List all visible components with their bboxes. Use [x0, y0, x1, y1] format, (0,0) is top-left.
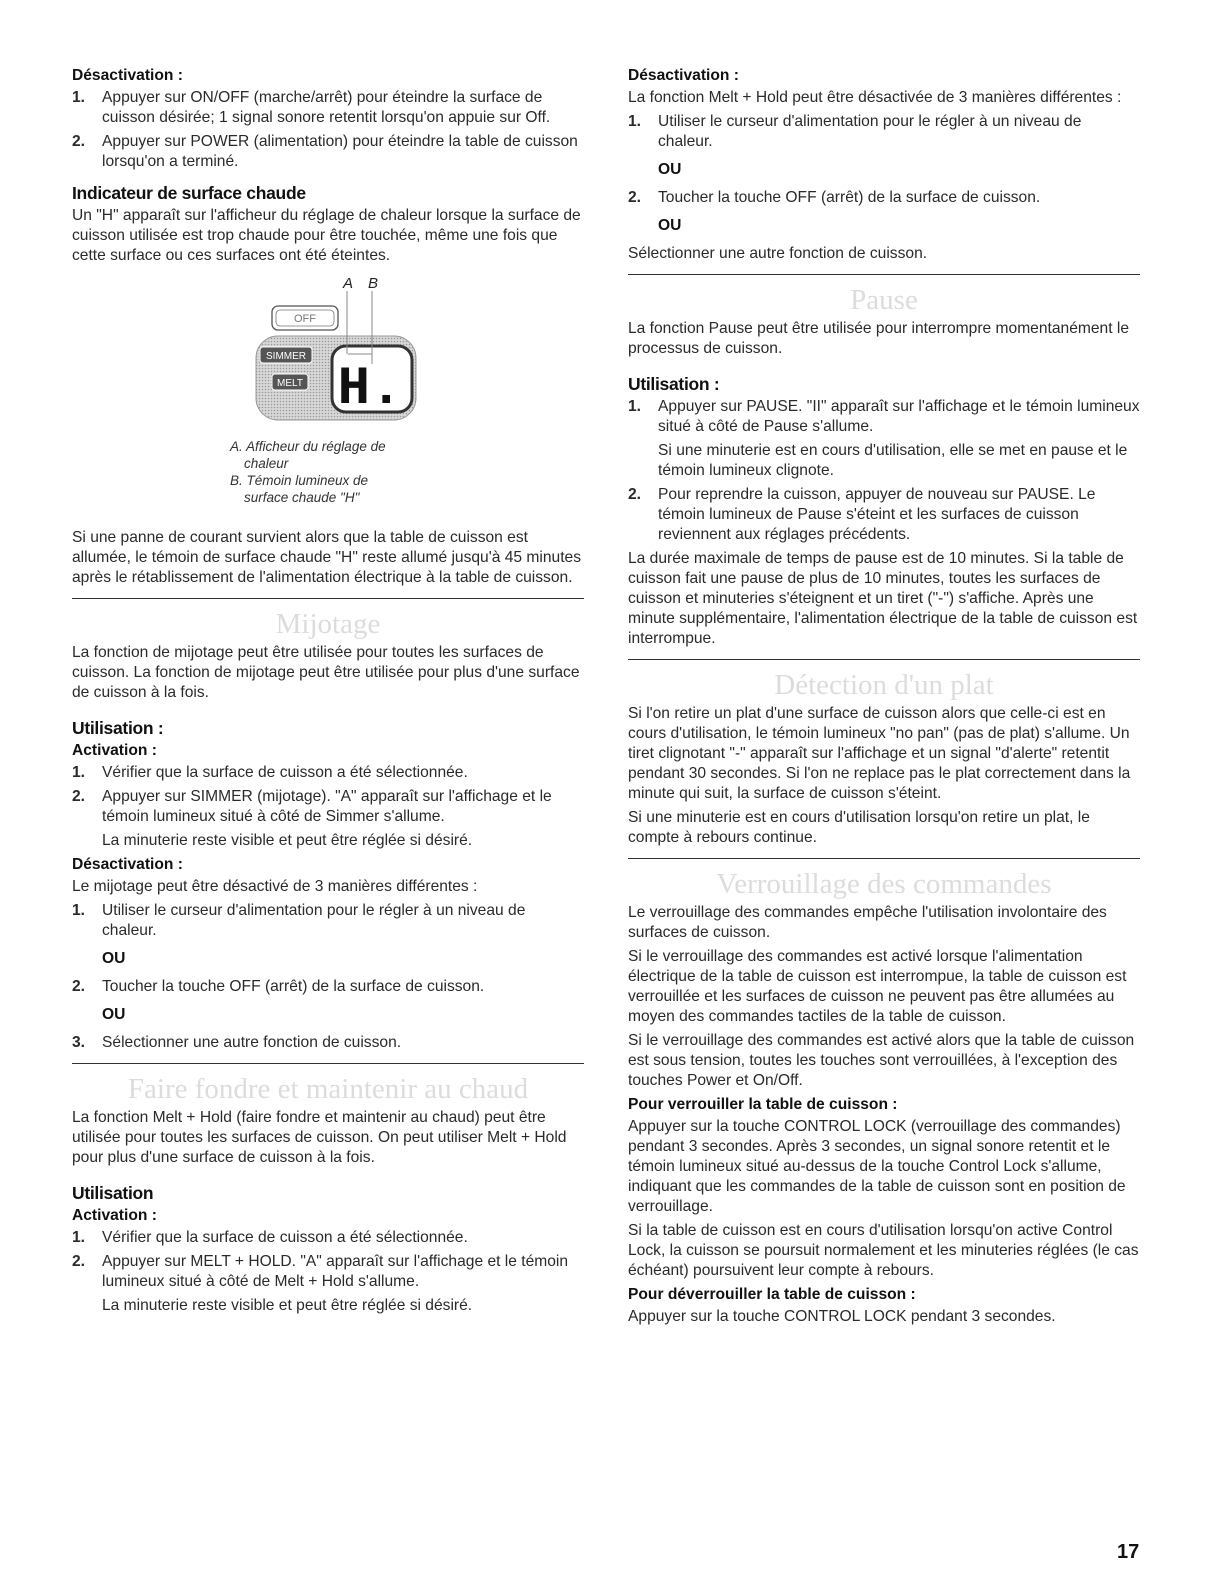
right-column	[628, 64, 1140, 1331]
detect-p2: Si une minuterie est en cours d'utilisation lorsqu'on retire un plat, le compte à rebours continue.	[628, 809, 1090, 846]
simmer-key-label: SIMMER	[266, 351, 306, 362]
section-title-mijotage: Mijotage	[275, 608, 381, 640]
deactivation-intro: Le mijotage peut être désactivé de 3 manières différentes :	[72, 878, 478, 895]
section-divider	[628, 659, 1140, 660]
utilisation-heading: Utilisation :	[72, 718, 164, 738]
list-item: 2. Toucher la touche OFF (arrêt) de la surface de cuisson.	[628, 189, 1041, 206]
list-item: 1. Vérifier que la surface de cuisson a été sélectionnée.	[72, 764, 468, 781]
mijotage-intro: La fonction de mijotage peut être utilisée pour toutes les surfaces de cuisson. La fonction de mijotage peut être utilisée pour plus d'une surface de cuisson à la fois.	[72, 644, 580, 701]
list-item: 2. Appuyer sur POWER (alimentation) pour éteindre la table de cuisson lorsqu'on a terminé.	[72, 133, 578, 170]
pause-note: Si une minuterie est en cours d'utilisation, elle se met en pause et le témoin lumineux clignote.	[658, 442, 1128, 479]
page-number: 17	[1117, 1541, 1140, 1563]
detect-p1: Si l'on retire un plat d'une surface de cuisson alors que celle-ci est en cours d'utilisation, le témoin lumineux "no pan" (pas de plat) s'allume. Un tiret clignotant "-" apparaît sur l'affichage et un signal "d'alerte" retentit pendant 30 secondes. Si l'on ne replace pas le plat correctement dans la minute qui suit, la surface de cuisson s'éteint.	[628, 705, 1131, 802]
list-item: 1. Utiliser le curseur d'alimentation pour le régler à un niveau de chaleur.	[628, 113, 1082, 150]
list-item: 2. Toucher la touche OFF (arrêt) de la surface de cuisson.	[72, 978, 485, 995]
activation-heading: Activation :	[72, 742, 157, 759]
hot-surface-heading: Indicateur de surface chaude	[72, 183, 306, 203]
lock-p1: Le verrouillage des commandes empêche l'utilisation involontaire des surfaces de cuisson.	[628, 904, 1107, 941]
list-item: 1. Vérifier que la surface de cuisson a été sélectionnée.	[72, 1229, 468, 1246]
off-key-label: OFF	[294, 313, 316, 325]
or-label: OU	[102, 1006, 126, 1023]
section-divider	[72, 1063, 584, 1064]
section-title-control-lock: Verrouillage des commandes	[716, 868, 1052, 900]
deactivation-intro: La fonction Melt + Hold peut être désactivée de 3 manières différentes :	[628, 89, 1122, 106]
list-item: 1. Appuyer sur ON/OFF (marche/arrêt) pour éteindre la surface de cuisson désirée; 1 signal sonore retentit lorsqu'on appuie sur Off.	[72, 89, 551, 126]
label-b: B	[368, 275, 379, 292]
pause-outro: La durée maximale de temps de pause est de 10 minutes. Si la table de cuisson fait une pause de plus de 10 minutes, toutes les surfaces de cuisson et minuteries s'éteignent et un tiret ("-") s'affiche. Après une minute supplémentaire, l'alimentation électrique de la table de cuisson est interrompue.	[628, 550, 1138, 647]
lock-p2: Si le verrouillage des commandes est activé lorsque l'alimentation électrique de la table de cuisson est interrompue, la table de cuisson est verrouillée et les surfaces de cuisson ne peuvent pas être allumées au moyen des commandes tactiles de la table de cuisson.	[628, 948, 1127, 1025]
list-item: 3. Sélectionner une autre fonction de cuisson.	[72, 1034, 402, 1051]
section-divider	[628, 858, 1140, 859]
timer-note: La minuterie reste visible et peut être réglée si désiré.	[102, 832, 473, 849]
deactivation-heading: Désactivation :	[72, 856, 183, 873]
or-label: OU	[658, 217, 682, 234]
unlock-instructions: Appuyer sur la touche CONTROL LOCK pendant 3 secondes.	[628, 1308, 1056, 1325]
cooktop-control-illustration	[252, 274, 442, 424]
melt-key-label: MELT	[277, 378, 303, 389]
melt-intro: La fonction Melt + Hold (faire fondre et maintenir au chaud) peut être utilisée pour toutes les surfaces de cuisson. On peut utiliser Melt + Hold pour plus d'une surface de cuisson à la fois.	[72, 1109, 567, 1166]
figure-caption: A. Afficheur du réglage de chaleur B. Témoin lumineux de surface chaude "H"	[230, 439, 386, 505]
activation-heading: Activation :	[72, 1207, 157, 1224]
lock-p3: Si le verrouillage des commandes est activé alors que la table de cuisson est sous tension, toutes les touches sont verrouillées, à l'exception des touches Power et On/Off.	[628, 1032, 1135, 1089]
control-panel-figure	[72, 270, 584, 528]
left-column	[72, 64, 584, 1320]
deactivation-heading: Désactivation :	[628, 67, 739, 84]
list-item: 2. Appuyer sur SIMMER (mijotage). "A" apparaît sur l'affichage et le témoin lumineux situé à côté de Simmer s'allume.	[72, 788, 552, 825]
list-item: 1. Appuyer sur PAUSE. "II" apparaît sur l'affichage et le témoin lumineux situé à côté de Pause s'allume.	[628, 398, 1140, 435]
section-title-pan-detection: Détection d'un plat	[774, 669, 994, 701]
utilisation-heading: Utilisation :	[628, 374, 720, 394]
display-digit: H.	[337, 359, 403, 420]
lock-instructions: Appuyer sur la touche CONTROL LOCK (verrouillage des commandes) pendant 3 secondes. Après 3 secondes, un signal sonore retentit et le témoin lumineux situé au-dessus de la touche Control Lock s'allume, indiquant que les commandes de la table de cuisson sont en position de verrouillage.	[628, 1118, 1126, 1215]
section-divider	[72, 598, 584, 599]
power-failure-text: Si une panne de courant survient alors que la table de cuisson est allumée, le témoin de surface chaude "H" reste allumé jusqu'à 45 minutes après le rétablissement de l'alimentation électrique à la table de cuisson.	[72, 529, 581, 586]
lock-heading: Pour verrouiller la table de cuisson :	[628, 1096, 898, 1113]
or-label: OU	[658, 161, 682, 178]
section-title-pause: Pause	[850, 284, 918, 316]
hot-surface-text: Un "H" apparaît sur l'afficheur du réglage de chaleur lorsque la surface de cuisson utilisée est trop chaude pour être touchée, même une fois que cette surface ou ces surfaces ont été éteintes.	[72, 207, 581, 264]
deactivation-heading: Désactivation :	[72, 67, 183, 84]
section-divider	[628, 274, 1140, 275]
or-label: OU	[102, 950, 126, 967]
deactivation-last: Sélectionner une autre fonction de cuisson.	[628, 245, 928, 262]
utilisation-heading: Utilisation	[72, 1183, 154, 1203]
label-a: A	[343, 275, 354, 292]
list-item: 1. Utiliser le curseur d'alimentation pour le régler à un niveau de chaleur.	[72, 902, 526, 939]
list-item: 2. Pour reprendre la cuisson, appuyer de nouveau sur PAUSE. Le témoin lumineux de Pause s'éteint et les surfaces de cuisson reviennent aux réglages précédents.	[628, 486, 1096, 543]
section-title-melt-hold: Faire fondre et maintenir au chaud	[127, 1073, 529, 1105]
unlock-heading: Pour déverrouiller la table de cuisson :	[628, 1286, 916, 1303]
timer-note: La minuterie reste visible et peut être réglée si désiré.	[102, 1297, 473, 1314]
pause-intro: La fonction Pause peut être utilisée pour interrompre momentanément le processus de cuisson.	[628, 320, 1130, 357]
list-item: 2. Appuyer sur MELT + HOLD. "A" apparaît sur l'affichage et le témoin lumineux situé à côté de Melt + Hold s'allume.	[72, 1253, 569, 1290]
lock-in-use-note: Si la table de cuisson est en cours d'utilisation lorsqu'on active Control Lock, la cuisson se poursuit normalement et les minuteries réglées (le cas échéant) poursuivent leur compte à rebours.	[628, 1222, 1139, 1279]
